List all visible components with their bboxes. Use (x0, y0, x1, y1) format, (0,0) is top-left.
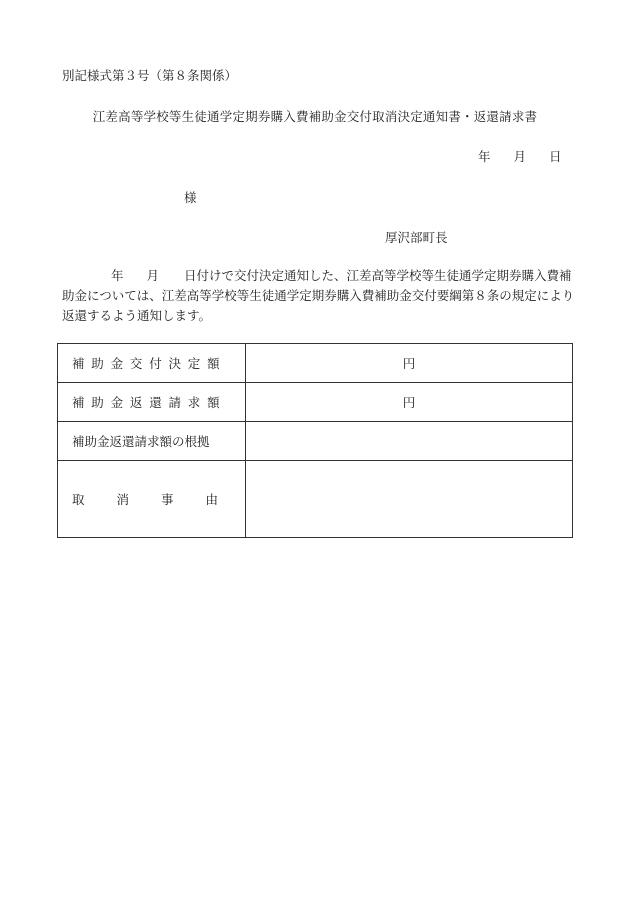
table-row-cancel-reason (58, 461, 573, 538)
notice-month: 月 (146, 268, 160, 283)
info-table (57, 343, 573, 538)
addressee: 様 (184, 190, 197, 205)
return-basis-value (246, 422, 573, 461)
issuer: 厚沢部町長 (385, 230, 448, 245)
notice-line-1 (62, 266, 582, 286)
table-row-return-basis (58, 422, 573, 461)
date-year: 年 (478, 149, 491, 164)
notice-body (62, 266, 582, 326)
decision-amount-label: 補助金交付決定額 (58, 344, 246, 383)
return-basis-label: 補助金返還請求額の根拠 (58, 422, 246, 461)
notice-line-3: 返還するよう通知します。 (62, 308, 212, 323)
document-title: 江差高等学校等生徒通学定期券購入費補助金交付取消決定通知書・返還請求書 (92, 109, 538, 124)
date-line (478, 147, 562, 165)
notice-line-1-text: 日付けで交付決定通知した、江差高等学校等生徒通学定期券購入費補 (184, 268, 572, 283)
decision-amount-value: 円 (246, 344, 573, 383)
return-amount-label: 補助金返還請求額 (58, 383, 246, 422)
notice-year: 年 (111, 268, 124, 283)
form-number: 別記様式第３号（第８条関係） (62, 68, 238, 83)
date-month: 月 (513, 149, 527, 164)
table-row-decision-amount (58, 344, 573, 383)
return-amount-value: 円 (246, 383, 573, 422)
notice-line-2: 助金については、江差高等学校等生徒通学定期券購入費補助金交付要綱第８条の規定により (62, 288, 575, 303)
table-row-return-amount (58, 383, 573, 422)
date-day: 日 (549, 149, 562, 164)
cancel-reason-value (246, 461, 573, 538)
cancel-reason-label: 取 消 事 由 (58, 461, 246, 538)
